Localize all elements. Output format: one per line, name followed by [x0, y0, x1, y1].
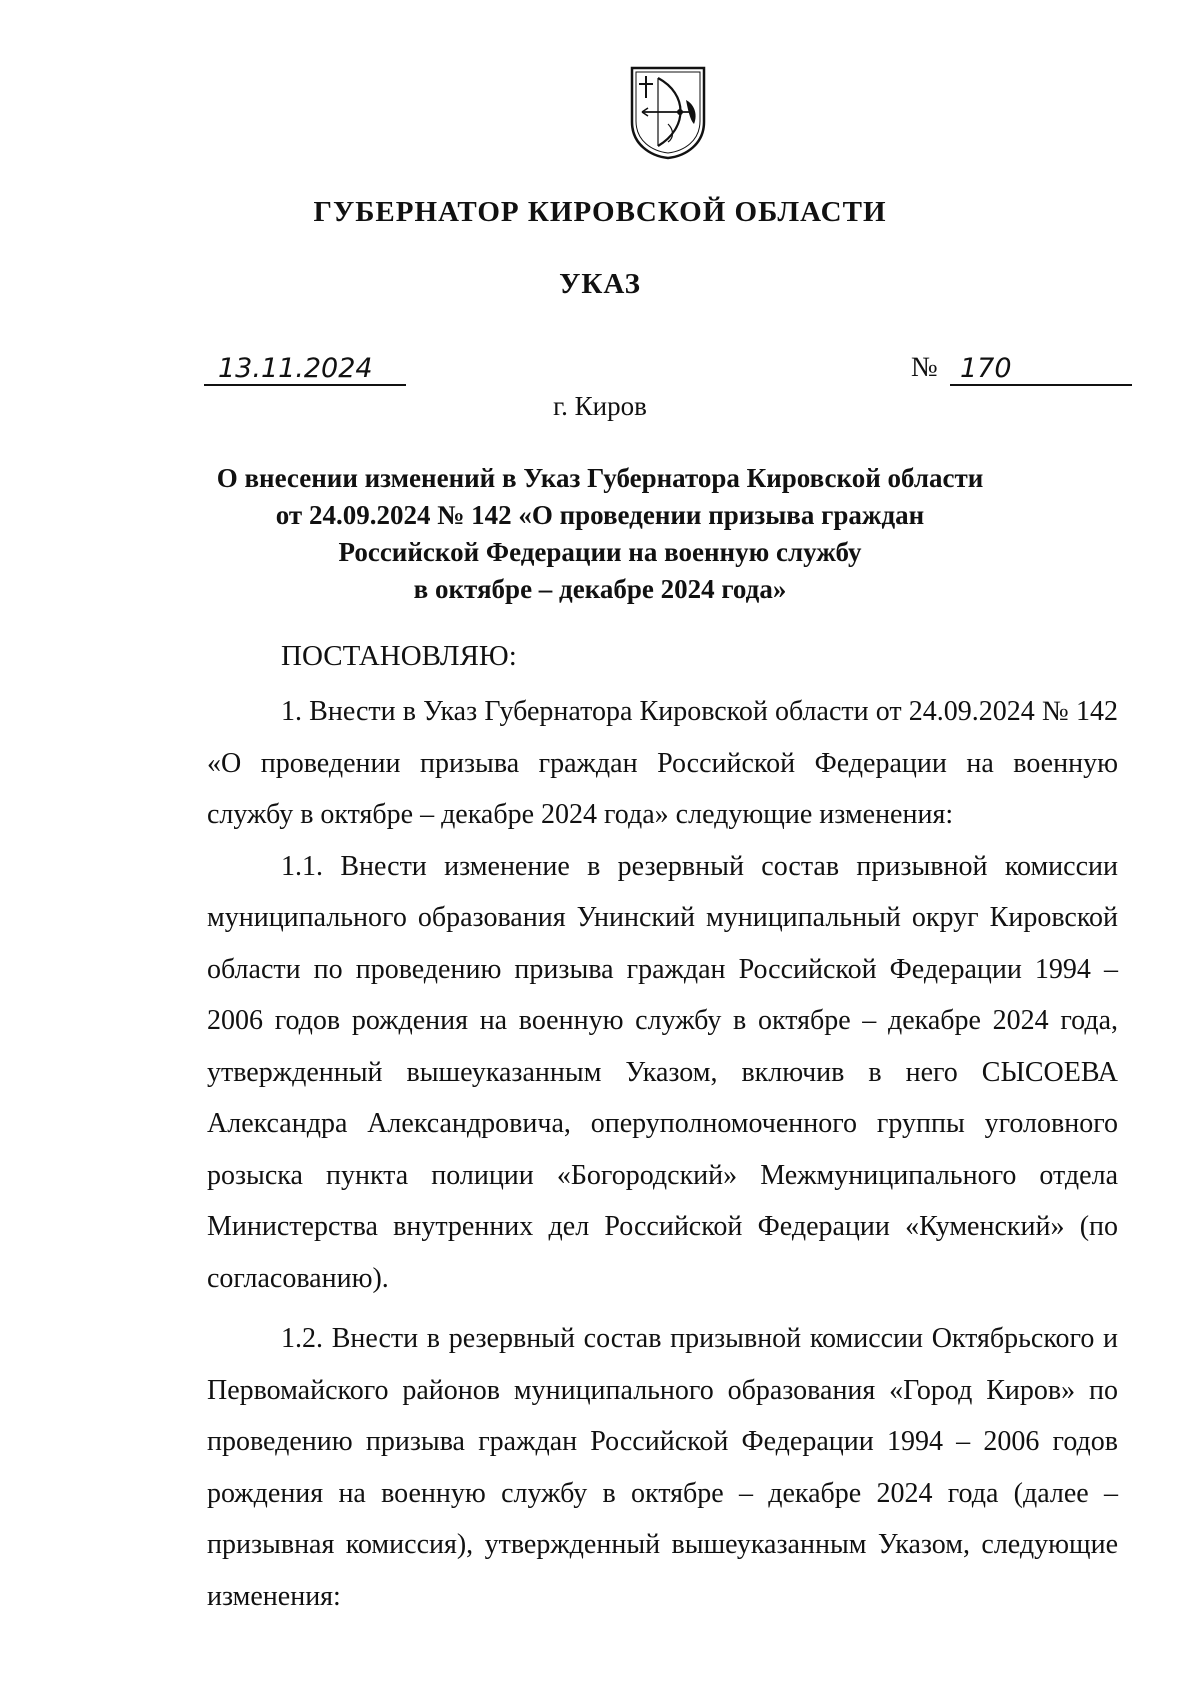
subject-line: О внесении изменений в Указ Губернатора Кировской области [216, 463, 984, 493]
subject-line: от 24.09.2024 № 142 «О проведении призыва граждан [275, 500, 925, 530]
paragraph-1-2: 1.2. Внести в резервный состав призывной комиссии Октябрьского и Первомайского районов муниципального образования «Город Киров» по проведению призыва граждан Российской Федерации 1994 – 2006 годов рождения на военную службу в октябре – декабре 2024 года (далее – призывная комиссия), утвержденный вышеуказанным Указом, следующие изменения: [207, 1323, 1118, 1612]
number-sign: № [911, 352, 938, 383]
decree-word: ПОСТАНОВЛЯЮ: [281, 640, 517, 672]
document-type: УКАЗ [559, 268, 641, 300]
paragraph-1-1: 1.1. Внести изменение в резервный состав призывной комиссии муниципального образования Унинский муниципальный округ Кировской области по проведению призыва граждан Российской Федерации 1994 – 2006 годов рождения на военную службу в октябре – декабре 2024 года, утвержденный вышеуказанным Указом, включив в него СЫСОЕВА Александра Александровича, оперуполномоченного группы уголовного розыска пункта полиции «Богородский» Межмуниципального отдела Министерства внутренних дел Российской Федерации «Куменский» (по согласованию). [207, 850, 1118, 1294]
subject-line: в октябре – декабре 2024 года» [413, 574, 787, 604]
document-number: 170 [950, 354, 1132, 386]
document-subject [160, 460, 1040, 608]
organization-title: ГУБЕРНАТОР КИРОВСКОЙ ОБЛАСТИ [313, 196, 887, 228]
document-body [207, 686, 1118, 1622]
subject-line: Российской Федерации на военную службу [338, 537, 862, 567]
document-date: 13.11.2024 [204, 354, 406, 386]
paragraph-1: 1. Внести в Указ Губернатора Кировской области от 24.09.2024 № 142 «О проведении призыва граждан Российской Федерации на военную службу в октябре – декабре 2024 года» следующие изменения: [207, 696, 1118, 830]
city: г. Киров [553, 391, 647, 421]
kirov-coat-of-arms-icon [628, 64, 708, 160]
